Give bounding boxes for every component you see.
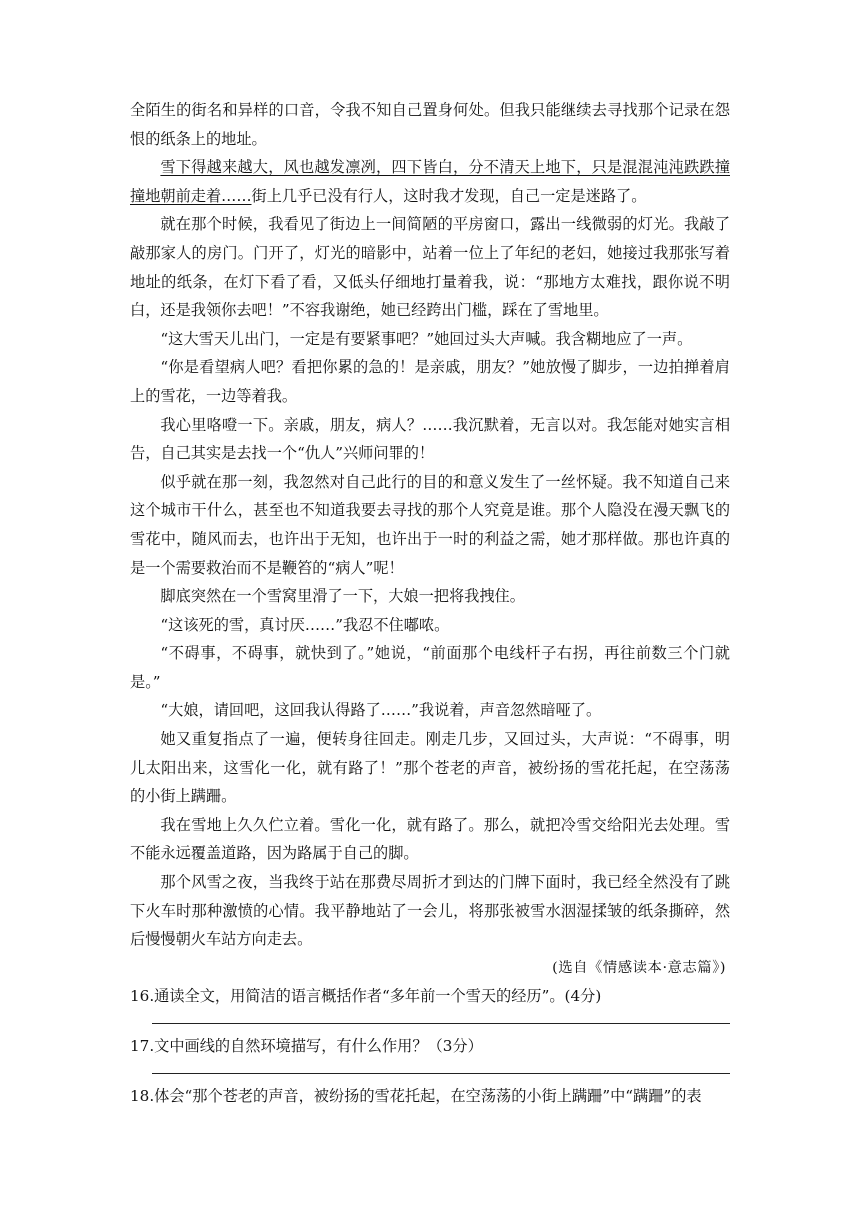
paragraph-5: “你是看望病人吧？看把你累的急的！是亲戚，朋友？”她放慢了脚步，一边拍掸着肩上的雪花，一边等着我。 bbox=[130, 358, 730, 405]
paragraph-9: “这该死的雪，真讨厌……”我忍不住嘟哝。 bbox=[160, 615, 450, 634]
question-18: 18.体会“那个苍老的声音，被纷扬的雪花托起，在空荡荡的小街上蹒跚”中“蹒跚”的表 bbox=[130, 1086, 702, 1105]
paragraph-8: 脚底突然在一个雪窝里滑了一下，大娘一把将我拽住。 bbox=[160, 587, 525, 606]
paragraph-14: 那个风雪之夜，当我终于站在那费尽周折才到达的门牌下面时，我已经全然没有了跳下火车时那种激愤的心情。我平静地站了一会儿，将那张被雪水洇湿揉皱的纸条撕碎，然后慢慢朝火车站方向走去。 bbox=[130, 873, 730, 949]
paragraph-1: 全陌生的街名和异样的口音，令我不知自己置身何处。但我只能继续去寻找那个记录在怨恨的纸条上的地址。 bbox=[130, 101, 730, 148]
paragraph-11: “大娘，请回吧，这回我认得路了……”我说着，声音忽然暗哑了。 bbox=[160, 701, 602, 720]
question-16: 16.通读全文，用简洁的语言概括作者“多年前一个雪天的经历”。(4分) bbox=[130, 987, 602, 1006]
question-17: 17.文中画线的自然环境描写，有什么作用？（3分） bbox=[130, 1037, 483, 1055]
article-page bbox=[130, 96, 730, 1110]
paragraph-3: 就在那个时候，我看见了街边上一间简陋的平房窗口，露出一线微弱的灯光。我敲了敲那家人的房门。门开了，灯光的暗影中，站着一位上了年纪的老妇，她接过我那张写着地址的纸条，在灯下看了看，又低头仔细地打量着我，说：“那地方太难找，跟你说不明白，还是我领你去吧！”不容我谢绝，她已经跨出门槛，踩在了雪地里。 bbox=[130, 215, 730, 320]
paragraph-4: “这大雪天儿出门，一定是有要紧事吧？”她回过头大声喊。我含糊地应了一声。 bbox=[160, 329, 693, 348]
underlined-environment-description: 雪下得越来越大，风也越发凛冽，四下皆白，分不清天上地下，只是混混沌沌跌跌撞撞地朝前走着…… bbox=[130, 158, 730, 205]
paragraph-7: 似乎就在那一刻，我忽然对自己此行的目的和意义发生了一丝怀疑。我不知道自己来这个城市干什么，甚至也不知道我要去寻找的那个人究竟是谁。那个人隐没在漫天飘飞的雪花中，随风而去，也许出于无知，也许出于一时的利益之需，她才那样做。那也许真的是一个需要救治而不是鞭笞的“病人”呢！ bbox=[130, 472, 730, 577]
paragraph-10: “不碍事，不碍事，就快到了。”她说，“前面那个电线杆子右拐，再往前数三个门就是。” bbox=[130, 644, 730, 691]
paragraph-13: 我在雪地上久久伫立着。雪化一化，就有路了。那么，就把冷雪交给阳光去处理。雪不能永远覆盖道路，因为路属于自己的脚。 bbox=[130, 815, 730, 863]
paragraph-2-rest: 街上几乎已没有行人，这时我才发现，自己一定是迷路了。 bbox=[251, 186, 647, 205]
paragraph-12: 她又重复指点了一遍，便转身往回走。刚走几步，又回过头，大声说：“不碍事，明儿太阳出来，这雪化一化，就有路了！”那个苍老的声音，被纷扬的雪花托起，在空荡荡的小街上蹒跚。 bbox=[130, 730, 730, 806]
paragraph-2 bbox=[130, 153, 730, 210]
paragraph-6: 我心里咯噔一下。亲戚，朋友，病人？……我沉默着，无言以对。我怎能对她实言相告，自己其实是去找一个“仇人”兴师问罪的！ bbox=[130, 415, 730, 463]
source-citation: (选自《情感读本·意志篇》) bbox=[552, 959, 726, 976]
